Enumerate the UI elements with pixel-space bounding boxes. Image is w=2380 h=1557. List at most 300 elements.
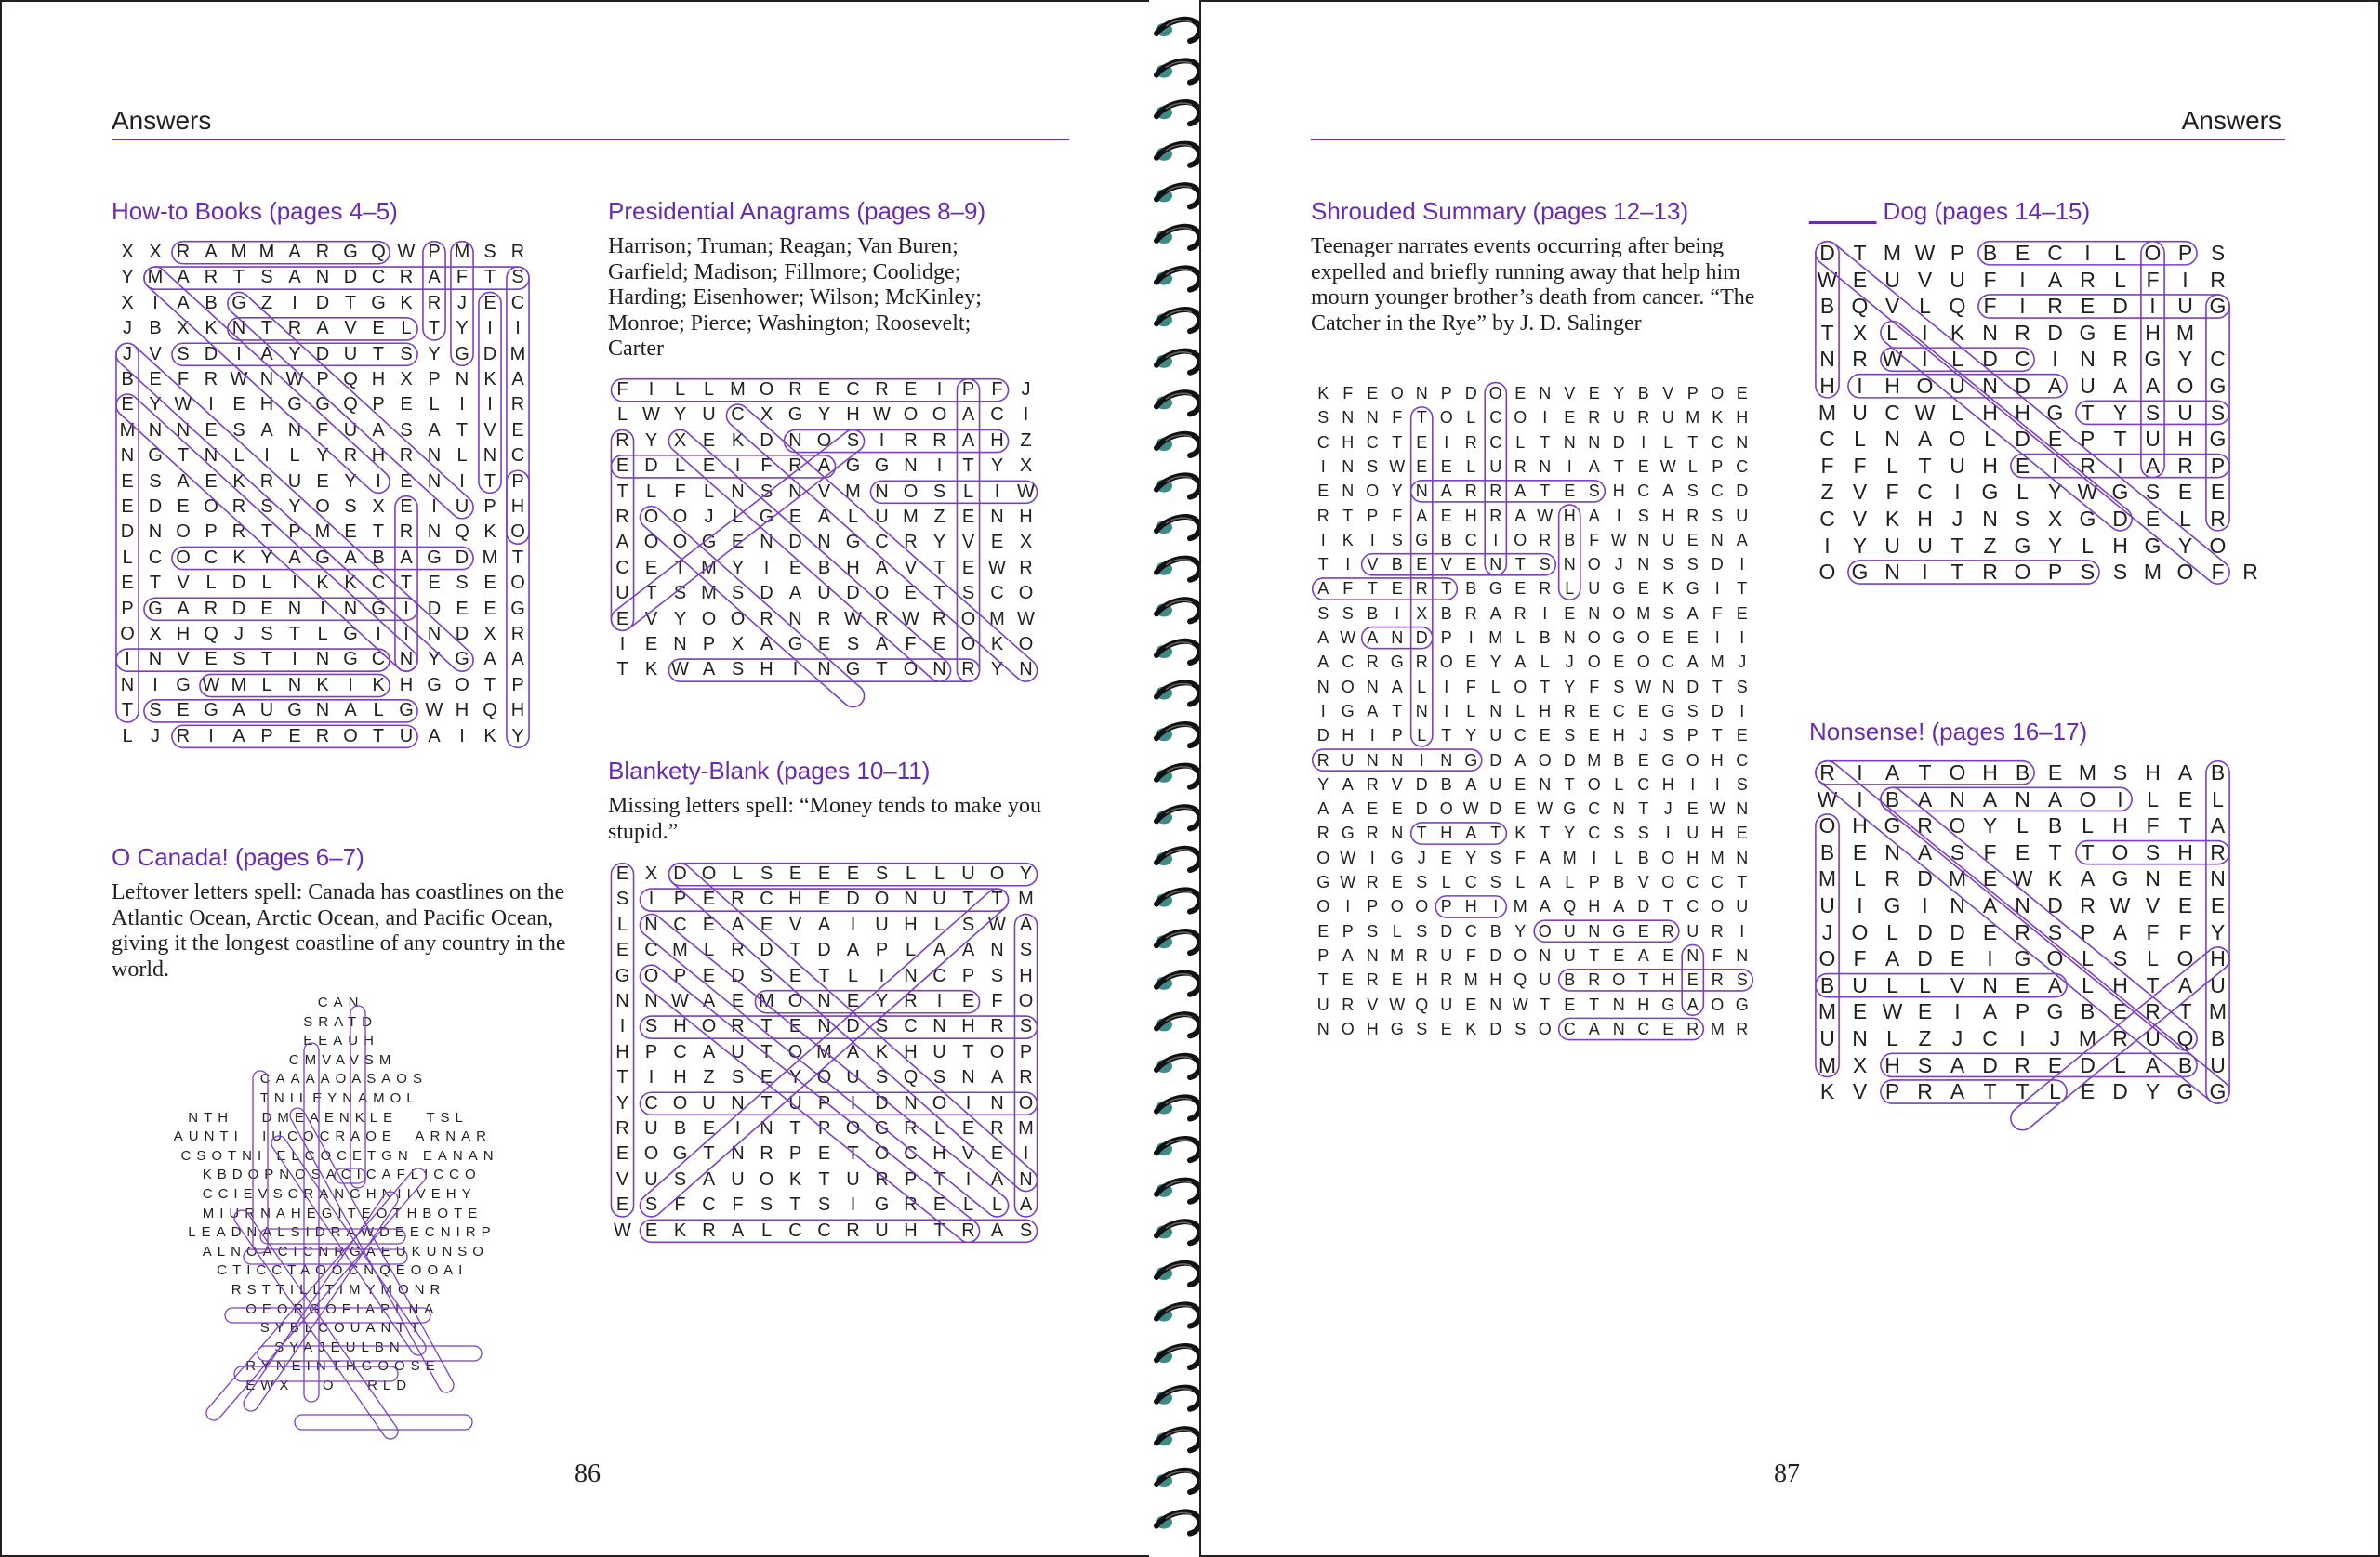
grid-letter: E (1686, 530, 1699, 549)
grid-letter: T (876, 659, 888, 680)
grid-letter: M (2078, 760, 2097, 785)
grid-letter: E (205, 649, 218, 670)
grid-letter: J (1417, 848, 1426, 867)
grid-letter: V (961, 1143, 975, 1165)
grid-letter: O (1366, 482, 1380, 501)
grid-letter: E (1982, 866, 1998, 891)
grid-letter: A (731, 1220, 745, 1241)
grid-letter: N (731, 481, 745, 502)
grid-letter: H (1489, 970, 1502, 990)
grid-letter: E (2047, 427, 2063, 452)
grid-letter: I (2019, 294, 2026, 319)
grid-letter: T (1317, 970, 1329, 990)
answer-loop (1559, 970, 1753, 991)
grid-letter: F (1712, 603, 1723, 623)
grid-letter: O (176, 547, 191, 568)
grid-letter: R (1342, 995, 1355, 1014)
spiral-coil (1156, 973, 1199, 995)
grid-letter: A (177, 292, 190, 313)
grid-letter: L (2049, 1079, 2061, 1104)
grid-letter: W (988, 914, 1006, 935)
grid-letter: A (846, 1041, 860, 1062)
spiral-coil (1156, 185, 1199, 206)
grid-letter: E (372, 318, 385, 339)
grid-letter: G (1981, 480, 1999, 505)
maple-row: AUNTI IUCOCRAOE ARNAR (173, 1128, 492, 1145)
grid-letter: E (2015, 241, 2030, 265)
grid-letter: E (511, 419, 524, 441)
grid-letter: T (1638, 799, 1649, 819)
grid-letter: W (1017, 608, 1035, 629)
grid-letter: M (1818, 400, 1837, 425)
grid-letter: C (1514, 726, 1527, 746)
grid-letter: N (615, 991, 629, 1011)
grid-letter: R (399, 267, 414, 288)
grid-letter: S (1416, 873, 1428, 891)
grid-letter: S (1686, 482, 1699, 501)
grid-letter: S (400, 419, 413, 441)
grid-letter: P (2177, 241, 2193, 265)
grid-letter: R (2015, 320, 2030, 345)
grid-letter: A (1686, 995, 1699, 1014)
grid-letter: N (1612, 799, 1625, 819)
grid-letter: F (905, 634, 917, 654)
grid-letter: U (287, 470, 302, 492)
grid-letter: I (2117, 786, 2123, 811)
grid-letter: U (1950, 453, 1965, 478)
grid-letter: Q (343, 394, 358, 416)
grid-letter: O (1018, 1092, 1034, 1114)
grid-letter: U (1852, 972, 1868, 997)
grid-letter: O (787, 1041, 803, 1062)
grid-letter: I (1954, 480, 1961, 505)
grid-letter: X (1019, 455, 1033, 477)
grid-letter: Y (288, 343, 301, 364)
grid-letter: M (509, 343, 526, 364)
grid-letter: B (1613, 750, 1625, 770)
grid-letter: H (371, 445, 386, 467)
grid-letter: P (2015, 999, 2030, 1024)
grid-letter: L (2114, 241, 2126, 265)
grid-letter: T (789, 940, 801, 961)
grid-letter: L (1614, 848, 1624, 867)
grid-letter: S (1317, 408, 1329, 428)
grid-letter: I (965, 1092, 972, 1114)
grid-letter: V (1367, 555, 1379, 574)
grid-letter: P (788, 1143, 802, 1165)
grid-letter: G (2209, 294, 2227, 319)
answer-loop (1978, 295, 2229, 318)
grid-letter: J (151, 725, 160, 746)
grid-letter: C (1819, 427, 1835, 452)
grid-letter: T (933, 557, 945, 578)
grid-letter: H (1019, 507, 1033, 527)
grid-letter: V (1852, 480, 1868, 505)
grid-letter: I (2052, 453, 2058, 478)
grid-letter: D (875, 1092, 889, 1114)
grid-letter: I (376, 470, 381, 492)
answer-loops (1311, 381, 1754, 1041)
grid-letter: H (673, 1016, 687, 1037)
grid-letter: C (510, 445, 525, 467)
grid-letter: I (734, 455, 741, 477)
grid-letter: S (1019, 1220, 1033, 1241)
grid-letter: U (259, 700, 274, 721)
grid-letter: S (344, 496, 357, 517)
grid-letter: N (788, 429, 802, 451)
grid-letter: T (1441, 726, 1452, 746)
answer-loop (423, 242, 445, 340)
maple-row: ALNOACICNRGAEUKUNSO (202, 1243, 489, 1260)
grid-letter: O (1538, 1019, 1552, 1038)
grid-letter: M (1818, 1052, 1837, 1077)
grid-letter: W (988, 557, 1006, 578)
grid-letter: G (874, 455, 890, 477)
grid-letter: Z (1918, 1026, 1932, 1050)
grid-letter: U (1819, 1026, 1835, 1050)
spiral-coil (1156, 351, 1199, 373)
grid-letter: I (850, 1092, 856, 1114)
grid-letter: D (788, 532, 802, 553)
grid-letter: C (1637, 1019, 1650, 1038)
grid-letter: R (1316, 824, 1329, 843)
grid-letter: U (1440, 945, 1453, 965)
grid-letter: A (1539, 873, 1551, 891)
grid-letter: V (1950, 972, 1965, 997)
grid-letter: F (991, 379, 1003, 400)
grid-letter: N (1415, 482, 1428, 501)
grid-letter: T (1416, 408, 1427, 428)
grid-letter: D (1415, 774, 1428, 794)
grid-letter: G (231, 292, 246, 313)
section-title-dog (1809, 197, 2090, 226)
grid-letter: G (1851, 560, 1869, 585)
grid-letter: C (1366, 432, 1379, 452)
grid-letter: R (231, 521, 246, 543)
grid-letter: N (1982, 507, 1998, 531)
grid-letter: I (1395, 603, 1400, 623)
answer-loop (664, 859, 1041, 1196)
grid-letter: M (314, 521, 331, 543)
grid-letter: T (372, 725, 385, 746)
grid-letter: G (1341, 701, 1355, 720)
grid-letter: R (1366, 873, 1379, 891)
grid-letter: E (961, 991, 975, 1011)
grid-letter: N (427, 624, 442, 644)
grid-letter: H (1415, 970, 1428, 990)
grid-letter: F (1983, 294, 1997, 319)
grid-letter: B (1819, 972, 1835, 997)
grid-letter: I (763, 557, 770, 578)
grid-letter: R (702, 1220, 716, 1241)
section-title-howto: How-to Books (pages 4–5) (112, 197, 398, 225)
grid-letter: U (644, 1168, 658, 1190)
grid-letter: I (1493, 530, 1499, 549)
grid-letter: O (989, 1041, 1005, 1062)
grid-letter: F (1514, 848, 1526, 867)
grid-letter: D (148, 496, 163, 517)
grid-letter: Y (788, 1067, 802, 1089)
grid-letter: S (673, 1168, 687, 1190)
grid-letter: I (1369, 530, 1375, 549)
grid-letter: Y (1982, 813, 1998, 838)
grid-letter: D (846, 1016, 860, 1037)
spiral-coil (1156, 766, 1199, 787)
grid-letter: S (1019, 1016, 1033, 1037)
answer-loop (253, 1071, 268, 1253)
grid-letter: E (1736, 384, 1748, 402)
grid-letter: L (1919, 972, 1931, 997)
grid-letter: O (989, 864, 1005, 884)
grid-letter: K (990, 634, 1004, 654)
grid-letter: H (1884, 1052, 1900, 1077)
grid-letter: O (903, 659, 919, 680)
grid-letter: R (760, 1143, 774, 1165)
grid-letter: Z (260, 292, 273, 313)
grid-letter: T (511, 547, 524, 568)
grid-letter: C (1316, 432, 1329, 452)
grid-letter: G (759, 507, 774, 527)
grid-letter: P (904, 1168, 918, 1190)
grid-letter: E (615, 864, 629, 884)
grid-letter: R (760, 608, 774, 629)
grid-letter: K (232, 470, 245, 492)
grid-letter: A (260, 343, 273, 364)
grid-letter: O (1636, 628, 1650, 647)
grid-letter: T (1950, 533, 1964, 558)
grid-letter: E (1662, 945, 1674, 965)
grid-letter: E (1852, 267, 1868, 292)
grid-letter: R (615, 1118, 629, 1139)
grid-letter: V (1662, 384, 1674, 402)
grid-letter: E (644, 557, 658, 578)
grid-letter: T (1564, 774, 1575, 794)
grid-letter: M (989, 608, 1005, 629)
grid-letter: G (2144, 533, 2162, 558)
grid-letter: A (1317, 628, 1329, 647)
grid-letter: F (2146, 919, 2160, 944)
grid-letter: O (672, 532, 688, 553)
grid-letter: E (2112, 320, 2128, 345)
grid-letter: O (1711, 995, 1725, 1014)
grid-letter: V (1852, 1079, 1868, 1104)
maple-row: NTH DMEAENKLE TSL (188, 1109, 469, 1126)
grid-letter: O (1661, 873, 1675, 891)
grid-letter: R (1563, 701, 1576, 720)
grid-letter: L (1515, 873, 1526, 891)
grid-letter: H (1464, 506, 1477, 525)
grid-letter: E (1564, 408, 1576, 428)
grid-letter: C (1917, 480, 1933, 505)
grid-letter: D (1917, 866, 1933, 891)
maple-row: SRATD (303, 1013, 377, 1030)
grid-letter: H (1917, 507, 1933, 531)
grid-letter: N (1342, 456, 1355, 476)
grid-letter: H (2112, 813, 2128, 838)
grid-letter: H (1661, 970, 1674, 990)
grid-letter: I (152, 292, 158, 313)
answer-loop (144, 700, 417, 722)
grid-letter: I (403, 624, 409, 644)
spiral-coil (1156, 227, 1199, 248)
grid-letter: N (1588, 603, 1601, 623)
grid-letter: C (1711, 873, 1724, 891)
grid-letter: I (1739, 921, 1745, 941)
grid-letter: E (702, 455, 716, 477)
grid-letter: A (1588, 506, 1600, 525)
section-title-blankety: Blankety-Blank (pages 10–11) (608, 757, 931, 785)
grid-letter: E (2177, 866, 2193, 891)
grid-letter: U (1950, 374, 1965, 398)
grid-letter: T (789, 1194, 801, 1216)
grid-letter: A (817, 507, 831, 527)
grid-letter: T (2178, 999, 2192, 1024)
grid-letter: S (760, 864, 774, 884)
grid-letter: E (932, 634, 946, 654)
grid-letter: W (285, 369, 304, 389)
shrouded-word-search (1311, 381, 1754, 1041)
grid-letter: D (1440, 921, 1453, 941)
grid-letter: V (177, 649, 190, 670)
grid-letter: E (2112, 999, 2128, 1024)
grid-letter: C (1489, 432, 1502, 452)
grid-letter: L (1515, 701, 1526, 720)
grid-letter: X (1852, 1052, 1868, 1077)
grid-letter: P (428, 369, 441, 389)
grid-letter: N (1884, 427, 1900, 452)
grid-letter: J (704, 507, 714, 527)
anagrams-answer-text: Harrison; Truman; Reagan; Van Buren; Garfield; Madison; Fillmore; Coolidge; Harding; Eisenhower; Wilson; McKinley; Monroe; Pierce; Washington; Roosevelt; Carter (608, 234, 982, 361)
grid-letter: H (904, 914, 918, 935)
grid-letter: N (287, 419, 302, 441)
grid-letter: F (1392, 506, 1403, 525)
grid-letter: C (371, 573, 386, 594)
grid-letter: C (615, 557, 629, 578)
answer-loop (635, 884, 1012, 1221)
answer-loop (116, 649, 390, 671)
grid-letter: O (903, 404, 919, 426)
grid-letter: O (1390, 384, 1404, 402)
grid-letter: A (1950, 1052, 1965, 1077)
grid-letter: E (817, 889, 831, 910)
grid-letter: N (1489, 555, 1502, 574)
grid-letter: V (483, 419, 496, 441)
grid-letter: I (1320, 530, 1326, 549)
grid-letter: L (205, 573, 217, 594)
grid-letter: G (287, 394, 302, 416)
grid-letter: T (1392, 432, 1403, 452)
grid-letter: I (1665, 824, 1671, 843)
grid-letter: V (1391, 774, 1403, 794)
spiral-coil (1156, 849, 1199, 870)
grid-letter: T (818, 1168, 830, 1190)
grid-letter: N (990, 1092, 1004, 1114)
grid-letter: A (1019, 1194, 1033, 1216)
maple-row: CMVAVSM (288, 1051, 397, 1068)
grid-letter: C (817, 1220, 831, 1241)
grid-letter: Q (903, 1067, 919, 1089)
grid-letter: G (1390, 848, 1404, 867)
grid-letter: E (615, 940, 629, 961)
grid-letter: E (990, 1143, 1004, 1165)
grid-letter: U (1342, 750, 1355, 770)
grid-letter: E (456, 598, 469, 619)
answer-loop (1411, 407, 1433, 746)
grid-letter: E (1982, 919, 1998, 944)
grid-letter: I (208, 394, 214, 416)
grid-letter: E (1416, 555, 1428, 574)
grid-letter: S (1613, 824, 1625, 843)
howto-word-search (113, 240, 532, 749)
grid-letter: E (1514, 384, 1527, 402)
spiral-coil (1156, 1346, 1199, 1367)
grid-letter: N (120, 674, 135, 695)
grid-letter: A (1917, 427, 1933, 452)
grid-letter: L (2082, 533, 2094, 558)
grid-letter: N (990, 507, 1004, 527)
grid-letter: G (427, 674, 442, 695)
grid-letter: E (121, 496, 134, 517)
grid-letter: L (2212, 786, 2224, 811)
grid-letter: T (1737, 579, 1748, 599)
answer-loop (870, 481, 1037, 503)
grid-letter: S (760, 481, 774, 502)
grid-letter: E (177, 496, 190, 517)
grid-letter: J (2049, 1026, 2061, 1050)
grid-letter: O (701, 1016, 717, 1037)
grid-letter: T (260, 649, 273, 670)
grid-letter: S (932, 481, 946, 502)
grid-letter: I (648, 1067, 654, 1089)
grid-letter: A (990, 1220, 1004, 1241)
grid-letter: E (644, 1220, 658, 1241)
grid-letter: R (1686, 506, 1699, 525)
grid-letter: R (1711, 970, 1724, 990)
grid-letter: E (961, 1118, 975, 1139)
grid-letter: M (1463, 970, 1478, 990)
grid-letter: S (1950, 839, 1965, 864)
grid-letter: T (2081, 400, 2095, 425)
grid-letter: N (176, 419, 191, 441)
grid-letter: R (2112, 1026, 2128, 1050)
maple-row: EEAUH (303, 1033, 379, 1049)
grid-letter: I (1320, 456, 1326, 476)
grid-letter: I (292, 573, 298, 594)
grid-letter: C (1588, 824, 1601, 843)
answer-loop (295, 1415, 472, 1430)
grid-letter: O (1018, 583, 1034, 604)
grid-letter: E (149, 369, 162, 389)
grid-letter: S (817, 1194, 831, 1216)
grid-letter: L (1441, 873, 1451, 891)
grid-letter: N (1391, 750, 1404, 770)
grid-letter: D (846, 583, 860, 604)
grid-letter: M (1488, 628, 1503, 647)
grid-letter: E (1588, 384, 1600, 402)
grid-letter: O (1514, 408, 1527, 428)
grid-letter: Y (1465, 726, 1477, 746)
grid-letter: A (205, 242, 218, 262)
grid-letter: I (879, 429, 885, 451)
grid-letter: P (1440, 384, 1452, 402)
grid-letter: H (1464, 897, 1477, 917)
grid-letter: M (1948, 866, 1967, 891)
grid-letter: N (287, 598, 302, 619)
grid-letter: G (287, 700, 302, 721)
grid-letter: R (904, 991, 918, 1011)
grid-letter: R (1019, 1067, 1033, 1089)
grid-letter: A (344, 700, 357, 721)
